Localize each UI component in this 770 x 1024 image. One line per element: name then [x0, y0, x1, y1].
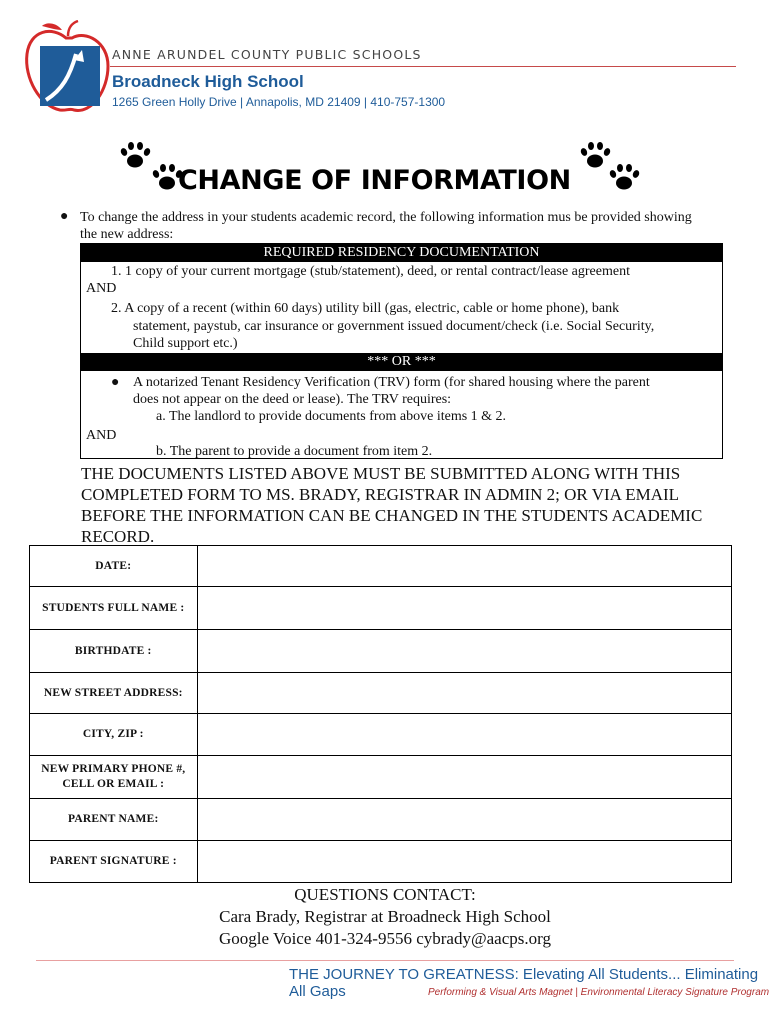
residency-box [80, 243, 723, 459]
birthdate-field[interactable] [197, 630, 731, 673]
parent-signature-field[interactable] [197, 841, 731, 883]
footer-programs: Performing & Visual Arts Magnet | Environmental Literacy Signature Program [428, 987, 770, 998]
date-field[interactable] [197, 546, 731, 587]
residency-item-2: 2. A copy of a recent (within 60 days) utility bill (gas, electric, cable or home phone), bank [111, 301, 620, 316]
phone-label-line1: NEW PRIMARY PHONE #, [41, 763, 186, 775]
street-address-label: NEW STREET ADDRESS: [30, 673, 198, 714]
and-label: AND [86, 428, 117, 443]
trv-sub-b: b. The parent to provide a document from item 2. [156, 444, 433, 459]
footer-rule [36, 960, 734, 961]
and-label: AND [86, 281, 117, 296]
school-name: Broadneck High School [112, 72, 304, 91]
contact-name: Cara Brady, Registrar at Broadneck High School [219, 907, 551, 926]
phone-label [30, 756, 198, 799]
parent-signature-label: PARENT SIGNATURE : [30, 841, 198, 883]
page-title: CHANGE OF INFORMATION [178, 165, 571, 196]
birthdate-label: BIRTHDATE : [30, 630, 198, 673]
parent-name-field[interactable] [197, 799, 731, 841]
parent-name-label: PARENT NAME: [30, 799, 198, 841]
paw-print-icon [118, 140, 152, 170]
trv-sub-a: a. The landlord to provide documents from above items 1 & 2. [156, 409, 507, 424]
school-address: 1265 Green Holly Drive | Annapolis, MD 21409 | 410-757-1300 [112, 95, 446, 109]
city-zip-label: CITY, ZIP : [30, 714, 198, 756]
student-name-label: STUDENTS FULL NAME : [30, 587, 198, 630]
or-divider: *** OR *** [81, 353, 722, 371]
bullet-icon: ● [60, 209, 69, 224]
trv-text-cont: does not appear on the deed or lease). The TRV requires: [133, 392, 452, 407]
contact-info: Google Voice 401-324-9556 cybrady@aacps.org [219, 929, 551, 948]
phone-field[interactable] [197, 756, 731, 799]
intro-text: To change the address in your students academic record, the following information mus be provided showing the new address: [80, 210, 692, 242]
residency-item-1: 1. 1 copy of your current mortgage (stub/statement), deed, or rental contract/lease agreement [111, 264, 630, 279]
contact-heading: QUESTIONS CONTACT: [294, 885, 476, 904]
residency-heading: REQUIRED RESIDENCY DOCUMENTATION [81, 244, 722, 262]
info-form [29, 545, 732, 883]
street-address-field[interactable] [197, 673, 731, 714]
bullet-icon: ● [111, 375, 120, 390]
apple-logo-icon [22, 20, 112, 115]
city-zip-field[interactable] [197, 714, 731, 756]
footer-tagline: THE JOURNEY TO GREATNESS: Elevating All Students... Eliminating All Gaps [289, 966, 759, 1000]
district-name: ANNE ARUNDEL COUNTY PUBLIC SCHOOLS [112, 47, 422, 62]
residency-item-2-cont: Child support etc.) [133, 336, 238, 351]
trv-text: A notarized Tenant Residency Verification (TRV) form (for shared housing where the parent [133, 375, 650, 390]
submission-notice: THE DOCUMENTS LISTED ABOVE MUST BE SUBMITTED ALONG WITH THIS COMPLETED FORM TO MS. BRADY, REGISTRAR IN ADMIN 2; OR VIA EMAIL BEFORE THE INFORMATION CAN BE CHANGED IN THE STUDENTS ACADEMIC RECORD. [81, 464, 703, 546]
residency-item-2-cont: statement, paystub, car insurance or government issued document/check (i.e. Social Security, [133, 319, 655, 334]
date-label: DATE: [30, 546, 198, 587]
header-rule [110, 66, 736, 67]
paw-print-icon [607, 162, 641, 192]
phone-label-line2: CELL OR EMAIL : [62, 778, 165, 790]
student-name-field[interactable] [197, 587, 731, 630]
